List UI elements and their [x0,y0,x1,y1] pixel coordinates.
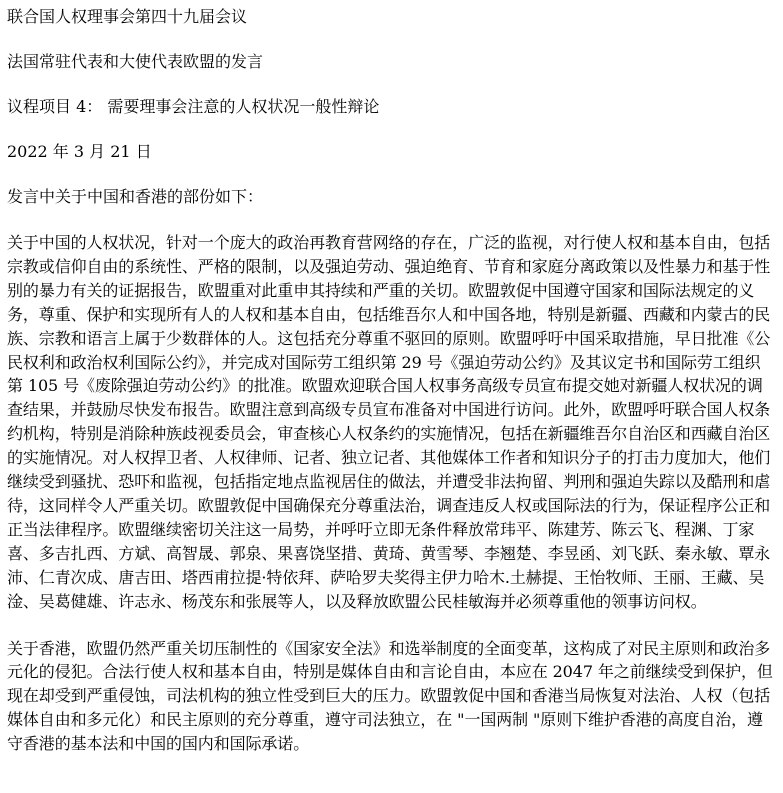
agenda-item: 议程项目 4： 需要理事会注意的人权状况一般性辩论 [7,97,380,116]
session-title: 联合国人权理事会第四十九届会议 [7,7,248,26]
intro-line: 发言中关于中国和香港的部份如下： [7,187,264,206]
speaker-line: 法国常驻代表和大使代表欧盟的发言 [7,52,264,71]
statement-date: 2022 年 3 月 21 日 [7,142,152,161]
hong-kong-paragraph: 关于香港，欧盟仍然严重关切压制性的《国家安全法》和选举制度的全面变革，这构成了对民主原则和政治多元化的侵犯。合法行使人权和基本自由，特别是媒体自由和言论自由，本应在 2047 年之前继续受到保护，但现在却受到严重侵蚀，司法机构的独立性受到巨大的压力。欧盟敦促中国和香港当局恢复对法治、人权（包括媒体自由和多元化）和民主原则的充分尊重，遵守司法独立，在 "一国两制 "原则下维护香港的高度自治，遵守香港的基本法和中国的国内和国际承诺。 [7,638,773,754]
china-paragraph: 关于中国的人权状况，针对一个庞大的政治再教育营网络的存在，广泛的监视，对行使人权和基本自由，包括宗教或信仰自由的系统性、严格的限制，以及强迫劳动、强迫绝育、节育和家庭分离政策以及性暴力和基于性别的暴力有关的证据报告，欧盟重对此重申其持续和严重的关切。欧盟敦促中国遵守国家和国际法规定的义务，尊重、保护和实现所有人的人权和基本自由，包括维吾尔人和中国各地，特别是新疆、西藏和内蒙古的民族、宗教和语言上属于少数群体的人。这包括充分尊重不驱回的原则。欧盟呼吁中国采取措施，早日批准《公民权利和政治权利国际公约》，并完成对国际劳工组织第 29 号《强迫劳动公约》及其议定书和国际劳工组织第 105 号《废除强迫劳动公约》的批准。欧盟欢迎联合国人权事务高级专员宣布提交她对新疆人权状况的调查结果，并鼓励尽快发布报告。欧盟注意到高级专员宣布准备对中国进行访问。此外，欧盟呼吁联合国人权条约机构，特别是消除种族歧视委员会，审查核心人权条约的实施情况，包括在新疆维吾尔自治区和西藏自治区的实施情况。对人权捍卫者、人权律师、记者、独立记者、其他媒体工作者和知识分子的打击力度加大，他们继续受到骚扰、恐吓和监视，包括指定地点监视居住的做法，并遭受非法拘留、判刑和强迫失踪以及酷刑和虐待，这同样令人严重关切。欧盟敦促中国确保充分尊重法治，调查违反人权或国际法的行为，保证程序公正和正当法律程序。欧盟继续密切关注这一局势，并呼吁立即无条件释放常玮平、陈建芳、陈云飞、程渊、丁家喜、多吉扎西、方斌、高智晟、郭泉、果喜饶坚措、黄琦、黄雪琴、李翘楚、李昱函、刘飞跃、秦永敏、覃永沛、仁青次成、唐吉田、塔西甫拉提·特依拜、萨哈罗夫奖得主伊力哈木.土赫提、王怡牧师、王丽、王藏、吴淦、吴葛健雄、许志永、杨茂东和张展等人，以及释放欧盟公民桂敏海并必须尊重他的领事访问权。 [7,233,771,611]
